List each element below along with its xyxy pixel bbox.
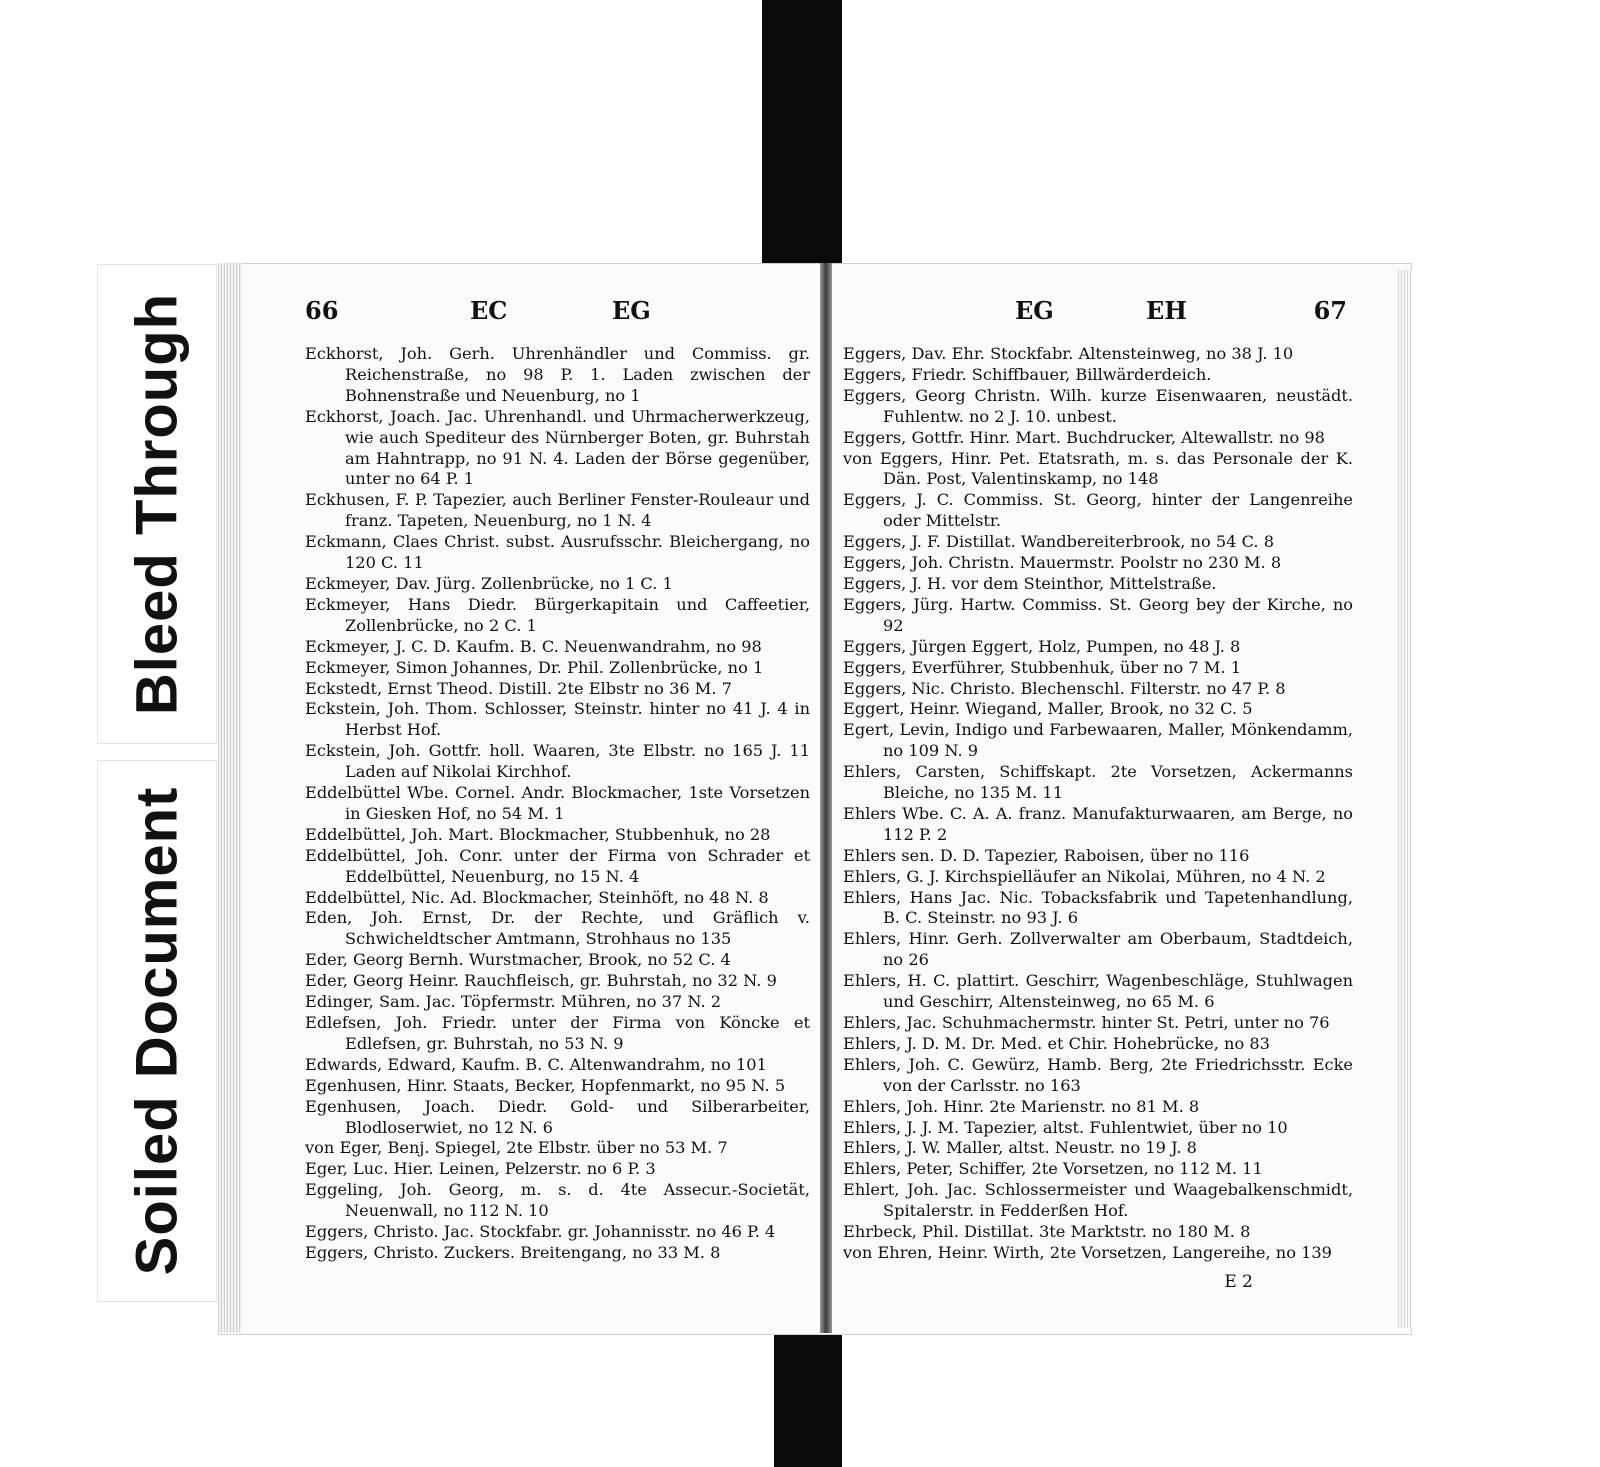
directory-entry: Eggers, Christo. Zuckers. Breitengang, no 33 M. 8: [305, 1242, 721, 1262]
directory-entry: Eddelbüttel Wbe. Cornel. Andr. Blockmacher, 1ste Vorsetzen in Giesken Hof, no 54 M. 1: [305, 783, 810, 823]
directory-entry: Ehlers, J. W. Maller, altst. Neustr. no 19 J. 8: [843, 1138, 1197, 1158]
left-page-header: [305, 296, 810, 336]
left-header-first: EC: [470, 296, 508, 325]
directory-entry: Eggers, Jürgen Eggert, Holz, Pumpen, no 48 J. 8: [843, 636, 1241, 656]
left-page: [305, 296, 810, 1264]
directory-entry: Eckmeyer, Dav. Jürg. Zollenbrücke, no 1 C. 1: [305, 573, 673, 593]
directory-entry: Egenhusen, Hinr. Staats, Becker, Hopfenmarkt, no 95 N. 5: [305, 1075, 786, 1095]
directory-entry: Egert, Levin, Indigo und Farbewaaren, Maller, Mönkendamm, no 109 N. 9: [843, 720, 1353, 761]
right-header-first: EG: [1015, 296, 1054, 325]
directory-entry: Ehlers, Hans Jac. Nic. Tobacksfabrik und Tapetenhandlung, B. C. Steinstr. no 93 J. 6: [843, 887, 1353, 928]
directory-entry: Eckhusen, F. P. Tapezier, auch Berliner Fenster-Rouleaur und franz. Tapeten, Neuenburg, no 1 N. 4: [305, 490, 810, 531]
directory-entry: Eden, Joh. Ernst, Dr. der Rechte, und Gräflich v. Schwicheldtscher Amtmann, Strohhaus no 135: [305, 908, 810, 949]
directory-entry: Eggers, Gottfr. Hinr. Mart. Buchdrucker, Altewallstr. no 98: [843, 427, 1325, 447]
directory-entry: Eddelbüttel, Nic. Ad. Blockmacher, Steinhöft, no 48 N. 8: [305, 887, 769, 907]
directory-entry: Eggers, Jürg. Hartw. Commiss. St. Georg bey der Kirche, no 92: [843, 594, 1353, 635]
bleed-through-label: [97, 264, 217, 744]
directory-entry: Eckstedt, Ernst Theod. Distill. 2te Elbstr no 36 M. 7: [305, 678, 732, 698]
directory-entry: Eckhorst, Joh. Gerh. Uhrenhändler und Commiss. gr. Reichenstraße, no 98 P. 1. Laden zwischen der Bohnenstraße und Neuenburg, no 1: [305, 344, 810, 405]
directory-entry: Eggers, J. H. vor dem Steinthor, Mittelstraße.: [843, 573, 1217, 593]
directory-entry: Ehlert, Joh. Jac. Schlossermeister und Waagebalkenschmidt, Spitalerstr. in Fedderßen Hof.: [843, 1180, 1353, 1221]
book-gutter: [820, 263, 832, 1333]
left-page-entries: [305, 344, 810, 1264]
directory-entry: Eggert, Heinr. Wiegand, Maller, Brook, no 32 C. 5: [843, 699, 1253, 719]
book-right-page-edges: [1398, 270, 1412, 1328]
directory-entry: Eckstein, Joh. Gottfr. holl. Waaren, 3te Elbstr. no 165 J. 11 Laden auf Nikolai Kirchhof.: [305, 741, 810, 782]
directory-entry: Ehlers, J. D. M. Dr. Med. et Chir. Hohebrücke, no 83: [843, 1033, 1270, 1053]
directory-entry: Eger, Luc. Hier. Leinen, Pelzerstr. no 6 P. 3: [305, 1159, 656, 1179]
directory-entry: Ehlers, Joh. Hinr. 2te Marienstr. no 81 M. 8: [843, 1096, 1200, 1116]
signature-mark: E 2: [1224, 1271, 1253, 1292]
directory-entry: Ehlers, J. J. M. Tapezier, altst. Fuhlentwiet, über no 10: [843, 1117, 1288, 1137]
directory-entry: Eggers, Christo. Jac. Stockfabr. gr. Johannisstr. no 46 P. 4: [305, 1222, 776, 1242]
right-page-number: 67: [1313, 296, 1347, 325]
directory-entry: Ehrbeck, Phil. Distillat. 3te Marktstr. no 180 M. 8: [843, 1222, 1251, 1242]
directory-entry: Eddelbüttel, Joh. Conr. unter der Firma von Schrader et Eddelbüttel, Neuenburg, no 15 N. 4: [305, 845, 810, 886]
directory-entry: von Eger, Benj. Spiegel, 2te Elbstr. über no 53 M. 7: [305, 1138, 728, 1158]
soiled-document-text: Soiled Document: [124, 786, 190, 1276]
right-page: [843, 296, 1353, 1292]
directory-entry: Edlefsen, Joh. Friedr. unter der Firma von Köncke et Edlefsen, gr. Buhrstah, no 53 N. 9: [305, 1013, 810, 1053]
directory-entry: Edwards, Edward, Kaufm. B. C. Altenwandrahm, no 101: [305, 1054, 767, 1074]
directory-entry: von Ehren, Heinr. Wirth, 2te Vorsetzen, Langereihe, no 139: [843, 1242, 1332, 1262]
directory-entry: Eder, Georg Bernh. Wurstmacher, Brook, no 52 C. 4: [305, 950, 731, 970]
directory-entry: Ehlers, H. C. plattirt. Geschirr, Wagenbeschläge, Stuhlwagen und Geschirr, Altensteinweg, no 65 M. 6: [843, 971, 1353, 1012]
directory-entry: Eggers, Joh. Christn. Mauermstr. Poolstr no 230 M. 8: [843, 553, 1282, 573]
directory-entry: Eggers, J. F. Distillat. Wandbereiterbrook, no 54 C. 8: [843, 532, 1275, 552]
directory-entry: Ehlers, Carsten, Schiffskapt. 2te Vorsetzen, Ackermanns Bleiche, no 135 M. 11: [843, 762, 1353, 803]
top-clamp-bar: [762, 0, 842, 268]
directory-entry: Eggers, J. C. Commiss. St. Georg, hinter der Langenreihe oder Mittelstr.: [843, 490, 1353, 531]
directory-entry: Ehlers, G. J. Kirchspielläufer an Nikolai, Mühren, no 4 N. 2: [843, 866, 1326, 886]
directory-entry: Ehlers Wbe. C. A. A. franz. Manufakturwaaren, am Berge, no 112 P. 2: [843, 803, 1353, 844]
directory-entry: Eckmeyer, Simon Johannes, Dr. Phil. Zollenbrücke, no 1: [305, 657, 764, 677]
left-header-second: EG: [612, 296, 651, 325]
soiled-document-label: [97, 760, 217, 1302]
directory-entry: Eddelbüttel, Joh. Mart. Blockmacher, Stubbenhuk, no 28: [305, 824, 771, 844]
directory-entry: Eggers, Dav. Ehr. Stockfabr. Altensteinweg, no 38 J. 10: [843, 344, 1294, 363]
directory-entry: Eckmann, Claes Christ. subst. Ausrufsschr. Bleichergang, no 120 C. 11: [305, 532, 810, 573]
directory-entry: Ehlers, Peter, Schiffer, 2te Vorsetzen, no 112 M. 11: [843, 1159, 1263, 1179]
directory-entry: Eder, Georg Heinr. Rauchfleisch, gr. Buhrstah, no 32 N. 9: [305, 971, 777, 991]
directory-entry: Eckmeyer, Hans Diedr. Bürgerkapitain und Caffeetier, Zollenbrücke, no 2 C. 1: [305, 594, 810, 635]
directory-entry: Ehlers, Hinr. Gerh. Zollverwalter am Oberbaum, Stadtdeich, no 26: [843, 929, 1353, 970]
directory-entry: Ehlers, Jac. Schuhmachermstr. hinter St. Petri, unter no 76: [843, 1013, 1330, 1032]
directory-entry: Eckmeyer, J. C. D. Kaufm. B. C. Neuenwandrahm, no 98: [305, 636, 762, 656]
right-page-entries: [843, 344, 1353, 1264]
bleed-through-text: Bleed Through: [124, 292, 190, 716]
book-left-page-edges: [218, 263, 242, 1333]
directory-entry: Ehlers sen. D. D. Tapezier, Raboisen, über no 116: [843, 845, 1250, 865]
left-page-number: 66: [305, 296, 339, 325]
directory-entry: von Eggers, Hinr. Pet. Etatsrath, m. s. das Personale der K. Dän. Post, Valentinskamp, no 148: [843, 448, 1353, 489]
directory-entry: Eggeling, Joh. Georg, m. s. d. 4te Assecur.-Societät, Neuenwall, no 112 N. 10: [305, 1180, 810, 1221]
right-header-second: EH: [1146, 296, 1187, 325]
directory-entry: Ehlers, Joh. C. Gewürz, Hamb. Berg, 2te Friedrichsstr. Ecke von der Carlsstr. no 163: [843, 1054, 1353, 1095]
directory-entry: Egenhusen, Joach. Diedr. Gold- und Silberarbeiter, Blodloserwiet, no 12 N. 6: [305, 1096, 810, 1137]
directory-entry: Edinger, Sam. Jac. Töpfermstr. Mühren, no 37 N. 2: [305, 992, 722, 1012]
directory-entry: Eckstein, Joh. Thom. Schlosser, Steinstr. hinter no 41 J. 4 in Herbst Hof.: [305, 699, 810, 740]
directory-entry: Eckhorst, Joach. Jac. Uhrenhandl. und Uhrmacherwerkzeug, wie auch Spediteur des Nürnberger Boten, gr. Buhrstah am Hahntrapp, no 91 N. 4. Laden der Börse gegenüber, unter no 64 P. 1: [305, 406, 810, 489]
directory-entry: Eggers, Georg Christn. Wilh. kurze Eisenwaaren, neustädt. Fuhlentw. no 2 J. 10. unbest.: [843, 385, 1353, 426]
directory-entry: Eggers, Friedr. Schiffbauer, Billwärderdeich.: [843, 364, 1212, 384]
right-page-header: [843, 296, 1353, 336]
directory-entry: Eggers, Everführer, Stubbenhuk, über no 7 M. 1: [843, 657, 1242, 677]
bottom-clamp-bar: [774, 1330, 842, 1467]
directory-entry: Eggers, Nic. Christo. Blechenschl. Filterstr. no 47 P. 8: [843, 678, 1286, 698]
